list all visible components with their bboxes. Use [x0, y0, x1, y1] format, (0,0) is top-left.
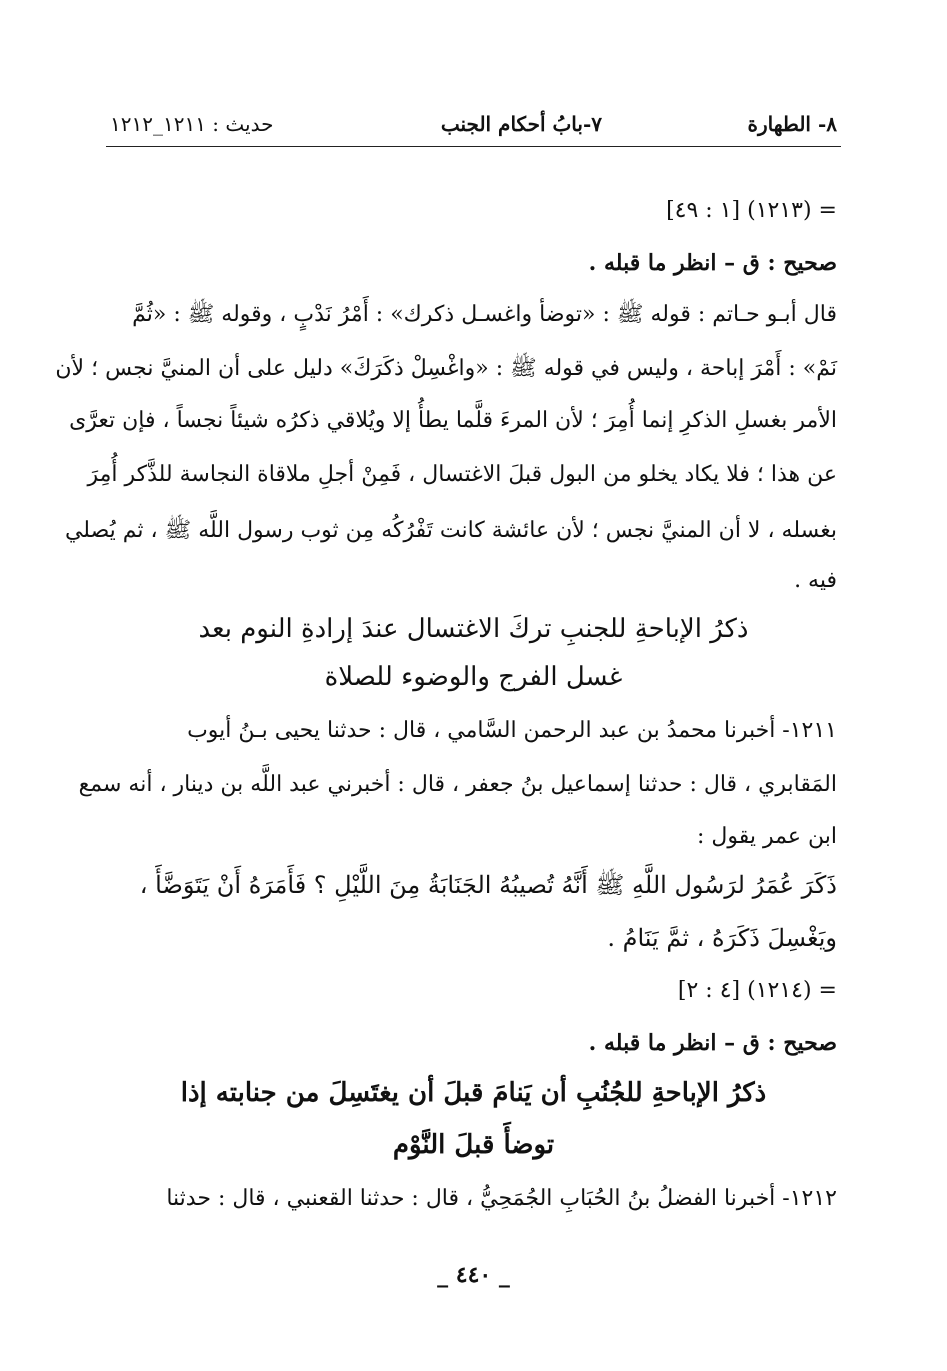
commentary-line: قال أبـو حـاتم : قوله ﷺ : «توضأ واغسـل ذكرك» : أَمْرُ نَدْبٍ ، وقوله ﷺ : «ثُمَّ	[132, 302, 837, 327]
commentary-line: عن هذا ؛ فلا يكاد يخلو من البول قبلَ الاغتسال ، فَمِنْ أجلِ ملاقاة النجاسة للذَّكر أُمِرَ	[87, 462, 837, 487]
header-hadith-range: حديث : ١٢١١_١٢١٢	[110, 112, 274, 136]
commentary-line: الأمر بغسلِ الذكرِ إنما أُمِرَ ؛ لأن المرءَ قلَّما يطأُ إلا ويُلاقي ذكرُه شيئاً نجساً ، فإن تعرَّى	[69, 408, 837, 433]
cross-reference: = (١٢١٤) [٤ : ٢]	[677, 978, 837, 1003]
isnad-line: المَقابري ، قال : حدثنا إسماعيل بنُ جعفر ، قال : أخبرني عبد اللَّه بن دينار ، أنه سمع	[78, 772, 837, 797]
grading-note: صحيح : ق – انظر ما قبله .	[588, 1030, 837, 1056]
page-number: _ ٤٤٠ _	[437, 1262, 510, 1288]
chapter-heading: ذكرُ الإباحةِ للجنبِ تركَ الاغتسال عندَ إرادةِ النوم بعد	[198, 614, 749, 644]
commentary-line: فيه .	[794, 568, 837, 593]
hadith-text: ذَكَرَ عُمَرُ لرَسُول اللَّهِ ﷺ أَنَّهُ تُصيبُهُ الجَنَابَةُ مِنَ اللَّيْلِ ؟ فَأَمَرَهُ أَنْ يَتَوَضَّأَ ،	[139, 871, 837, 899]
grading-note: صحيح : ق – انظر ما قبله .	[588, 250, 837, 276]
header-book-title: ٨- الطهارة	[747, 112, 837, 136]
isnad-line: ١٢١١- أخبرنا محمدُ بن عبد الرحمن السَّامي ، قال : حدثنا يحيى بـنُ أيوب	[187, 718, 837, 743]
running-header	[110, 112, 837, 142]
isnad-line: ابن عمر يقول :	[697, 824, 837, 849]
cross-reference: = (١٢١٣) [١ : ٤٩]	[666, 198, 837, 223]
commentary-line: بغسله ، لا أن المنيَّ نجس ؛ لأن عائشة كانت تَفْرُكُه مِن ثوب رسول اللَّه ﷺ ، ثم يُصلي	[64, 518, 837, 543]
chapter-heading: توضأَ قبلَ النَّوْم	[392, 1130, 555, 1160]
chapter-heading: ذكرُ الإباحةِ للجُنُبِ أن يَنامَ قبلَ أن يغتَسِلَ من جنابته إذا	[180, 1078, 767, 1108]
header-rule	[106, 146, 841, 147]
header-chapter-title: ٧-بابُ أحكام الجنب	[440, 112, 602, 136]
hadith-text: ويَغْسِلَ ذَكَرَهُ ، ثمَّ يَنَامُ .	[607, 924, 837, 952]
chapter-heading: غسل الفرج والوضوء للصلاة	[324, 662, 623, 692]
commentary-line: نَمْ» : أَمْرَ إباحة ، وليس في قوله ﷺ : «واغْسِلْ ذكَرَكَ» دليل على أن المنيَّ نجس ؛ لأن	[55, 356, 837, 381]
isnad-line: ١٢١٢- أخبرنا الفضلُ بنُ الحُبَابِ الجُمَحِيُّ ، قال : حدثنا القعنبي ، قال : حدثنا	[166, 1186, 837, 1211]
